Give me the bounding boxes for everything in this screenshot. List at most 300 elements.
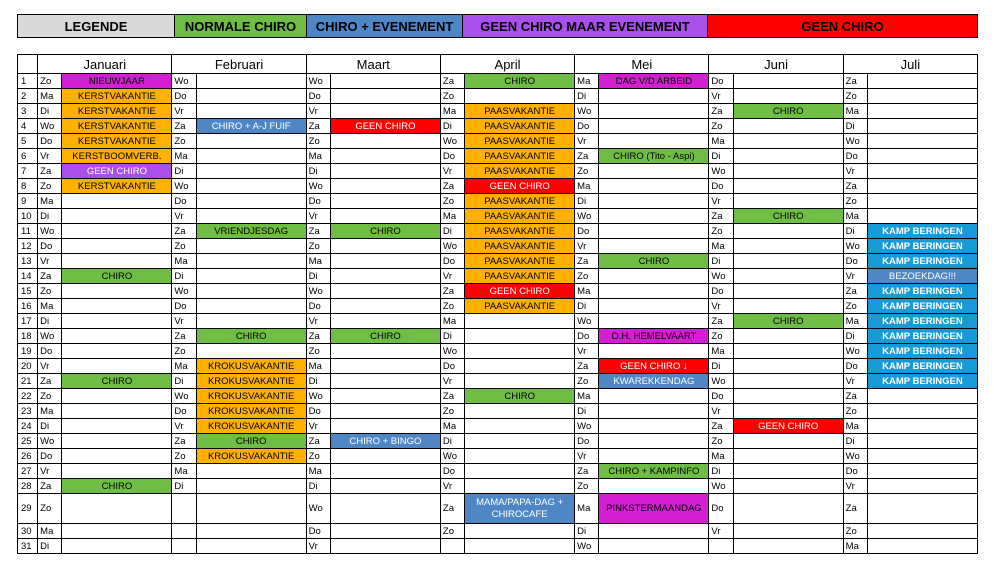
weekday-cell: Ma [172, 254, 196, 269]
empty-event-cell [196, 209, 306, 224]
empty-event-cell [330, 239, 440, 254]
empty-event-cell [733, 284, 843, 299]
day-row [18, 389, 978, 404]
empty-event-cell [62, 419, 172, 434]
empty-event-cell [196, 179, 306, 194]
empty-event-cell [196, 524, 306, 539]
day-row [18, 269, 978, 284]
weekday-cell: Zo [172, 239, 196, 254]
day-number: 2 [18, 89, 38, 104]
weekday-cell: Vr [709, 299, 733, 314]
weekday-cell: Ma [38, 299, 62, 314]
empty-event-cell [733, 434, 843, 449]
weekday-cell: Za [440, 389, 464, 404]
weekday-cell: Wo [440, 134, 464, 149]
weekday-cell: Di [38, 419, 62, 434]
weekday-cell: Zo [575, 164, 599, 179]
event-cell: PAASVAKANTIE [465, 134, 575, 149]
day-row [18, 209, 978, 224]
weekday-cell: Vr [306, 539, 330, 554]
day-row [18, 299, 978, 314]
empty-event-cell [733, 194, 843, 209]
weekday-cell: Za [843, 389, 867, 404]
weekday-cell: Vr [38, 254, 62, 269]
empty-event-cell [62, 539, 172, 554]
event-cell: PAASVAKANTIE [465, 119, 575, 134]
empty-event-cell [330, 254, 440, 269]
weekday-cell: Wo [575, 209, 599, 224]
weekday-cell: Di [843, 329, 867, 344]
event-cell: CHIRO + A-J FUIF [196, 119, 306, 134]
empty-event-cell [465, 479, 575, 494]
weekday-cell: Za [172, 119, 196, 134]
weekday-cell: Ma [440, 314, 464, 329]
weekday-cell: Vr [306, 104, 330, 119]
weekday-cell: Ma [709, 449, 733, 464]
weekday-cell: Di [172, 269, 196, 284]
empty-event-cell [867, 434, 977, 449]
day-number: 26 [18, 449, 38, 464]
empty-event-cell [465, 449, 575, 464]
weekday-cell: Wo [843, 449, 867, 464]
weekday-cell: Zo [172, 134, 196, 149]
weekday-cell: Wo [38, 329, 62, 344]
day-number: 17 [18, 314, 38, 329]
event-cell: CHIRO + KAMPINFO [599, 464, 709, 479]
event-cell: VRIENDJESDAG [196, 224, 306, 239]
event-cell: PAASVAKANTIE [465, 299, 575, 314]
empty-event-cell [599, 179, 709, 194]
empty-event-cell [733, 404, 843, 419]
empty-event-cell [465, 404, 575, 419]
day-row [18, 479, 978, 494]
empty-event-cell [867, 449, 977, 464]
weekday-cell: Zo [38, 389, 62, 404]
empty-event-cell [599, 134, 709, 149]
empty-event-cell [599, 524, 709, 539]
empty-event-cell [867, 164, 977, 179]
empty-event-cell [599, 539, 709, 554]
weekday-cell: Do [172, 89, 196, 104]
weekday-cell: Wo [172, 389, 196, 404]
weekday-cell: Zo [306, 239, 330, 254]
event-cell: KAMP BERINGEN [867, 374, 977, 389]
weekday-cell: Do [38, 239, 62, 254]
empty-event-cell [196, 479, 306, 494]
day-number: 8 [18, 179, 38, 194]
empty-event-cell [330, 494, 440, 524]
event-cell: CHIRO [733, 209, 843, 224]
event-cell: NIEUWJAAR [62, 74, 172, 89]
weekday-cell: Zo [575, 479, 599, 494]
weekday-cell: Vr [38, 464, 62, 479]
weekday-cell: Di [709, 254, 733, 269]
weekday-cell: Zo [440, 404, 464, 419]
empty-event-cell [196, 269, 306, 284]
month-header: April [440, 55, 574, 74]
empty-event-cell [599, 419, 709, 434]
event-cell: KROKUSVAKANTIE [196, 449, 306, 464]
weekday-cell: Za [843, 179, 867, 194]
empty-event-cell [196, 299, 306, 314]
weekday-cell: Wo [843, 134, 867, 149]
event-cell: KAMP BERINGEN [867, 329, 977, 344]
weekday-cell: Zo [172, 449, 196, 464]
empty-event-cell [196, 239, 306, 254]
empty-event-cell [733, 449, 843, 464]
event-cell: GEEN CHIRO [465, 179, 575, 194]
weekday-cell: Zo [709, 434, 733, 449]
weekday-cell: Do [709, 494, 733, 524]
weekday-cell: Do [440, 359, 464, 374]
day-number: 30 [18, 524, 38, 539]
empty-event-cell [196, 284, 306, 299]
legend-normal: NORMALE CHIRO [175, 15, 307, 38]
empty-event-cell [196, 314, 306, 329]
empty-event-cell [599, 269, 709, 284]
month-header: Januari [38, 55, 172, 74]
empty-event-cell [599, 164, 709, 179]
empty-event-cell [465, 359, 575, 374]
empty-event-cell [465, 524, 575, 539]
weekday-cell: Zo [843, 524, 867, 539]
weekday-cell: Do [38, 134, 62, 149]
weekday-cell: Wo [306, 74, 330, 89]
weekday-cell: Zo [843, 194, 867, 209]
weekday-cell: Di [306, 164, 330, 179]
weekday-cell: Do [575, 329, 599, 344]
weekday-cell: Ma [306, 464, 330, 479]
empty-event-cell [733, 164, 843, 179]
empty-event-cell [733, 539, 843, 554]
empty-event-cell [196, 494, 306, 524]
weekday-cell: Za [843, 494, 867, 524]
weekday-cell: Zo [843, 404, 867, 419]
weekday-cell: Di [575, 524, 599, 539]
empty-event-cell [196, 104, 306, 119]
empty-event-cell [196, 464, 306, 479]
weekday-cell: Do [709, 389, 733, 404]
weekday-cell: Wo [172, 179, 196, 194]
event-cell: GEEN CHIRO [465, 284, 575, 299]
day-row [18, 164, 978, 179]
weekday-cell: Wo [843, 344, 867, 359]
empty-event-cell [867, 389, 977, 404]
event-cell: KERSTVAKANTIE [62, 119, 172, 134]
empty-event-cell [62, 209, 172, 224]
day-row [18, 314, 978, 329]
empty-event-cell [867, 179, 977, 194]
day-row [18, 239, 978, 254]
empty-event-cell [867, 419, 977, 434]
weekday-cell: Zo [306, 134, 330, 149]
empty-event-cell [62, 314, 172, 329]
empty-event-cell [62, 239, 172, 254]
day-row [18, 74, 978, 89]
empty-event-cell [330, 74, 440, 89]
event-cell: DAG V/D ARBEID [599, 74, 709, 89]
event-cell: KAMP BERINGEN [867, 224, 977, 239]
weekday-cell: Vr [172, 104, 196, 119]
weekday-cell: Vr [575, 134, 599, 149]
weekday-cell: Do [709, 179, 733, 194]
month-header-row [18, 55, 978, 74]
event-cell: O.H. HEMELVAART [599, 329, 709, 344]
day-row [18, 284, 978, 299]
weekday-cell: Za [575, 359, 599, 374]
event-cell: PAASVAKANTIE [465, 194, 575, 209]
weekday-cell: Ma [172, 359, 196, 374]
empty-event-cell [330, 284, 440, 299]
weekday-cell: Di [38, 539, 62, 554]
empty-event-cell [733, 269, 843, 284]
weekday-cell: Za [843, 284, 867, 299]
empty-event-cell [867, 539, 977, 554]
empty-event-cell [330, 194, 440, 209]
weekday-cell: Za [306, 224, 330, 239]
weekday-cell: Ma [709, 134, 733, 149]
weekday-cell: Ma [172, 149, 196, 164]
weekday-cell: Do [38, 344, 62, 359]
empty-event-cell [733, 134, 843, 149]
event-cell: CHIRO + BINGO [330, 434, 440, 449]
day-row [18, 524, 978, 539]
day-number: 3 [18, 104, 38, 119]
weekday-cell: Za [440, 74, 464, 89]
empty-event-cell [330, 524, 440, 539]
weekday-cell: Di [575, 194, 599, 209]
empty-event-cell [465, 419, 575, 434]
event-cell: CHIRO (Tito - Aspi) [599, 149, 709, 164]
month-header: Februari [172, 55, 306, 74]
weekday-cell: Vr [843, 374, 867, 389]
empty-event-cell [330, 149, 440, 164]
day-number: 31 [18, 539, 38, 554]
weekday-cell: Do [440, 464, 464, 479]
weekday-cell: Zo [38, 74, 62, 89]
weekday-cell: Do [440, 149, 464, 164]
empty-event-cell [599, 194, 709, 209]
weekday-cell: Ma [306, 359, 330, 374]
day-number: 10 [18, 209, 38, 224]
day-row [18, 464, 978, 479]
legend-title: LEGENDE [18, 15, 175, 38]
weekday-cell: Di [306, 374, 330, 389]
empty-event-cell [330, 479, 440, 494]
weekday-cell: Zo [709, 119, 733, 134]
weekday-cell: Do [575, 119, 599, 134]
weekday-cell: Wo [709, 374, 733, 389]
day-row [18, 494, 978, 524]
weekday-cell: Zo [306, 344, 330, 359]
day-number: 16 [18, 299, 38, 314]
weekday-cell: Do [709, 74, 733, 89]
weekday-cell: Do [172, 299, 196, 314]
empty-event-cell [330, 344, 440, 359]
empty-event-cell [599, 89, 709, 104]
event-cell: KAMP BERINGEN [867, 239, 977, 254]
empty-event-cell [330, 89, 440, 104]
event-cell: CHIRO [196, 434, 306, 449]
day-row [18, 374, 978, 389]
weekday-cell: Vr [306, 419, 330, 434]
weekday-cell: Wo [172, 74, 196, 89]
day-number: 29 [18, 494, 38, 524]
event-cell: PAASVAKANTIE [465, 239, 575, 254]
weekday-cell: Ma [575, 179, 599, 194]
day-number: 6 [18, 149, 38, 164]
empty-event-cell [62, 464, 172, 479]
weekday-cell: Wo [440, 239, 464, 254]
day-number: 22 [18, 389, 38, 404]
empty-event-cell [867, 74, 977, 89]
event-cell: KROKUSVAKANTIE [196, 419, 306, 434]
empty-event-cell [733, 389, 843, 404]
weekday-cell: Vr [306, 314, 330, 329]
event-cell: GEEN CHIRO [62, 164, 172, 179]
event-cell: CHIRO [62, 269, 172, 284]
weekday-cell: Ma [843, 314, 867, 329]
event-cell: CHIRO [465, 389, 575, 404]
day-number: 7 [18, 164, 38, 179]
empty-event-cell [465, 329, 575, 344]
weekday-cell: Vr [172, 209, 196, 224]
empty-event-cell [733, 494, 843, 524]
empty-event-cell [196, 134, 306, 149]
weekday-cell: Ma [38, 404, 62, 419]
weekday-cell: Ma [575, 284, 599, 299]
empty-event-cell [62, 284, 172, 299]
weekday-cell: Do [843, 149, 867, 164]
weekday-cell: Di [575, 299, 599, 314]
empty-event-cell [330, 269, 440, 284]
weekday-cell: Ma [38, 89, 62, 104]
empty-event-cell [62, 224, 172, 239]
day-row [18, 149, 978, 164]
empty-event-cell [599, 344, 709, 359]
weekday-cell: Wo [440, 344, 464, 359]
empty-event-cell [867, 524, 977, 539]
weekday-cell: Zo [440, 89, 464, 104]
empty-event-cell [330, 464, 440, 479]
event-cell: KAMP BERINGEN [867, 314, 977, 329]
empty-event-cell [599, 404, 709, 419]
empty-event-cell [733, 254, 843, 269]
empty-event-cell [196, 149, 306, 164]
weekday-cell: Vr [38, 359, 62, 374]
empty-event-cell [867, 194, 977, 209]
day-row [18, 434, 978, 449]
weekday-cell: Do [843, 359, 867, 374]
empty-event-cell [733, 179, 843, 194]
empty-event-cell [196, 89, 306, 104]
day-row [18, 179, 978, 194]
weekday-cell: Vr [843, 269, 867, 284]
weekday-cell: Vr [440, 374, 464, 389]
empty-event-cell [330, 404, 440, 419]
empty-event-cell [465, 314, 575, 329]
event-cell: GEEN CHIRO [330, 119, 440, 134]
month-header: Juli [843, 55, 977, 74]
empty-event-cell [733, 524, 843, 539]
day-number: 23 [18, 404, 38, 419]
weekday-cell: Di [709, 359, 733, 374]
weekday-cell: Ma [575, 389, 599, 404]
weekday-cell: Ma [843, 209, 867, 224]
empty-event-cell [599, 209, 709, 224]
empty-event-cell [330, 389, 440, 404]
weekday-cell: Ma [306, 254, 330, 269]
empty-event-cell [465, 434, 575, 449]
weekday-cell: Wo [575, 539, 599, 554]
empty-event-cell [599, 119, 709, 134]
weekday-cell: Zo [172, 344, 196, 359]
event-cell: KWAREKKENDAG [599, 374, 709, 389]
day-number: 15 [18, 284, 38, 299]
day-number: 13 [18, 254, 38, 269]
weekday-cell: Za [709, 419, 733, 434]
weekday-cell: Vr [843, 479, 867, 494]
weekday-cell: Za [440, 494, 464, 524]
weekday-cell [172, 524, 196, 539]
day-row [18, 344, 978, 359]
event-cell: BEZOEKDAG!!! [867, 269, 977, 284]
empty-event-cell [867, 149, 977, 164]
weekday-cell: Za [440, 179, 464, 194]
empty-event-cell [733, 149, 843, 164]
day-number: 19 [18, 344, 38, 359]
empty-event-cell [330, 449, 440, 464]
weekday-cell: Di [440, 224, 464, 239]
day-row [18, 224, 978, 239]
weekday-cell: Do [306, 194, 330, 209]
weekday-cell: Vr [38, 149, 62, 164]
day-number: 14 [18, 269, 38, 284]
weekday-cell: Vr [440, 479, 464, 494]
day-row [18, 119, 978, 134]
empty-event-cell [599, 239, 709, 254]
month-header: Mei [575, 55, 709, 74]
empty-event-cell [733, 464, 843, 479]
empty-event-cell [599, 389, 709, 404]
day-number: 1 [18, 74, 38, 89]
weekday-cell: Vr [709, 524, 733, 539]
event-cell: KERSTVAKANTIE [62, 89, 172, 104]
weekday-cell: Do [306, 299, 330, 314]
weekday-cell: Wo [306, 284, 330, 299]
empty-event-cell [867, 119, 977, 134]
event-cell: CHIRO [196, 329, 306, 344]
day-number: 4 [18, 119, 38, 134]
weekday-cell: Zo [440, 299, 464, 314]
day-number: 25 [18, 434, 38, 449]
weekday-cell: Za [306, 329, 330, 344]
weekday-cell: Ma [440, 419, 464, 434]
weekday-cell: Wo [709, 479, 733, 494]
weekday-cell: Di [38, 209, 62, 224]
legend-no-chiro: GEEN CHIRO [708, 15, 978, 38]
empty-event-cell [867, 209, 977, 224]
event-cell: PAASVAKANTIE [465, 164, 575, 179]
day-row [18, 89, 978, 104]
empty-event-cell [733, 359, 843, 374]
weekday-cell: Do [306, 404, 330, 419]
weekday-cell: Ma [440, 209, 464, 224]
weekday-cell: Wo [575, 419, 599, 434]
event-cell: PINKSTERMAANDAG [599, 494, 709, 524]
weekday-cell [440, 539, 464, 554]
empty-event-cell [599, 224, 709, 239]
